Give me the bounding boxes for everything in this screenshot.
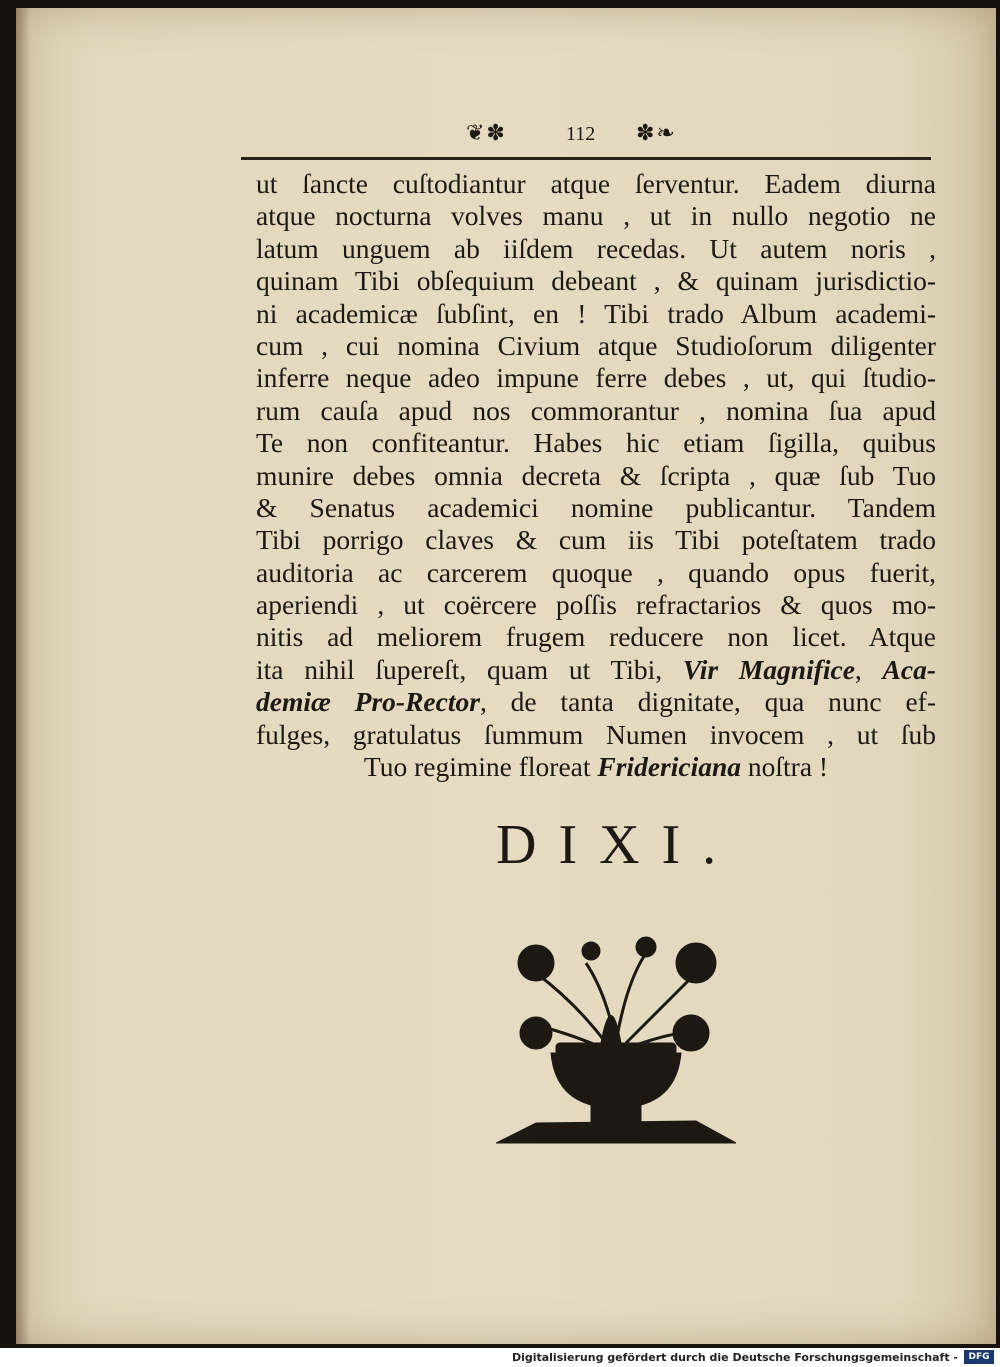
text-segment: ita nihil ſupereſt, quam ut Tibi, xyxy=(256,653,683,685)
closing-word: DIXI. xyxy=(496,814,739,876)
text-line xyxy=(256,686,936,718)
leaf-center xyxy=(601,1016,621,1044)
text-line: ut ſancte cuſtodiantur atque ſerventur. Eadem diurna xyxy=(256,168,936,199)
bud-left xyxy=(582,942,600,960)
italic-phrase: demiæ Pro-Rector xyxy=(256,686,480,718)
italic-phrase: Fridericiana xyxy=(597,751,742,783)
text-line: cum , cui nomina Civium atque Studioſorum diligenter xyxy=(256,329,936,361)
header-rule xyxy=(241,157,931,160)
header-ornament-left: ❦✽ xyxy=(466,121,507,146)
bud-right xyxy=(636,937,656,957)
flower-lower-left xyxy=(520,1017,552,1049)
italic-phrase: Vir Magnifice xyxy=(682,653,855,685)
text-line: & Senatus academici nomine publicantur. Tandem xyxy=(256,491,936,523)
running-header xyxy=(241,113,931,163)
text-line: Tibi porrigo claves & cum iis Tibi poteſtatem trado xyxy=(256,524,936,556)
text-segment: noſtra ! xyxy=(741,751,829,783)
text-line: latum unguem ab iiſdem recedas. Ut autem noris , xyxy=(256,232,936,264)
text-line: fulges, gratulatus ſummum Numen invocem , ut ſub xyxy=(256,718,936,750)
text-line: inferre neque adeo impune ferre debes , ut, qui ſtudio- xyxy=(256,362,936,394)
text-line: aperiendi , ut coërcere poſſis refractarios & quos mo- xyxy=(256,589,936,621)
vase-rim xyxy=(556,1043,676,1055)
page-number: 112 xyxy=(566,123,596,145)
text-segment: , xyxy=(854,653,883,685)
text-segment: Tuo regimine floreat xyxy=(363,751,598,783)
flower-vase-vignette xyxy=(496,933,736,1153)
text-line: munire debes omnia decreta & ſcripta , quæ ſub Tuo xyxy=(256,459,936,491)
flower-left xyxy=(518,945,554,981)
flower-right xyxy=(676,943,716,983)
flower-lower-right xyxy=(673,1015,709,1051)
book-page xyxy=(16,8,996,1344)
text-line: Te non confiteantur. Habes hic etiam ſigilla, quibus xyxy=(256,427,936,459)
text-segment: , de tanta dignitate, qua nunc ef- xyxy=(479,686,936,718)
text-line: nitis ad meliorem frugem reducere non licet. Atque xyxy=(256,621,936,653)
italic-phrase: Aca- xyxy=(882,653,937,685)
vase-bowl xyxy=(551,1053,681,1108)
text-line: ni academicæ ſubſint, en ! Tibi trado Album academi- xyxy=(256,297,936,329)
text-line: quinam Tibi obſequium debeant , & quinam jurisdictio- xyxy=(256,265,936,297)
text-line xyxy=(256,751,936,783)
text-line: atque nocturna volves manu , ut in nullo negotio ne xyxy=(256,200,936,232)
digitization-footer xyxy=(0,1348,1000,1367)
header-ornament-right: ✽❧ xyxy=(636,121,677,146)
text-line: auditoria ac carcerem quoque , quando opus fuerit, xyxy=(256,556,936,588)
body-text xyxy=(256,168,936,783)
text-line: rum cauſa apud nos commorantur , nomina ſua apud xyxy=(256,394,936,426)
funding-credit: Digitalisierung gefördert durch die Deutsche Forschungsgemeinschaft - xyxy=(511,1351,958,1364)
text-line xyxy=(256,654,936,686)
dfg-logo: DFG xyxy=(964,1350,994,1364)
